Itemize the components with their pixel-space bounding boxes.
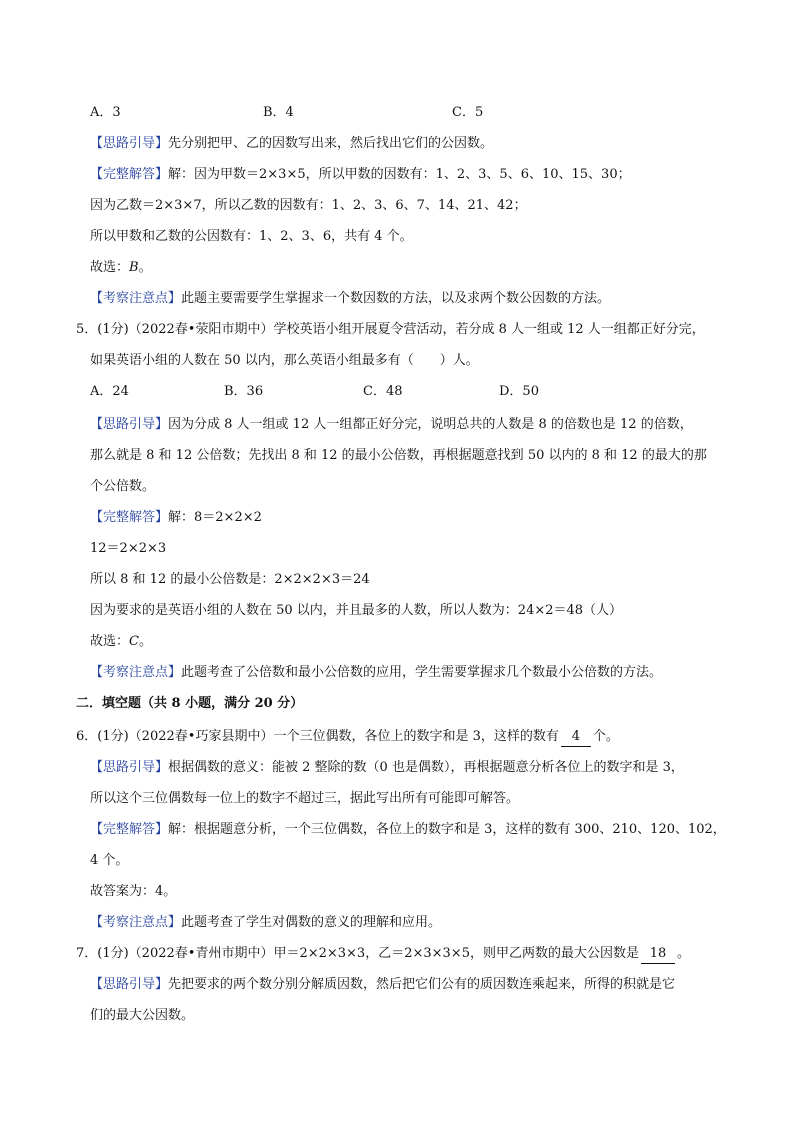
- hint-tag: 【思路引导】: [90, 977, 169, 992]
- q6-answer-line-2: 4 个。: [90, 853, 129, 868]
- q5-answer-line-3: 所以 8 和 12 的最小公倍数是：2×2×2×3＝24: [90, 572, 370, 587]
- q5-note: [90, 664, 662, 682]
- q6-note: [90, 914, 441, 932]
- q5-answer-line-2: 12＝2×2×3: [90, 541, 167, 556]
- q4-answer-text-1: 解：因为甲数＝2×3×5，所以甲数的因数有：1、2、3、5、6、10、15、30；: [168, 167, 631, 182]
- q6-stem-suffix: 个。: [592, 729, 619, 744]
- answer-tag: 【完整解答】: [90, 167, 169, 182]
- q7-stem-suffix: 。: [676, 946, 690, 961]
- choose-value: B: [129, 260, 139, 275]
- q6-hint-line-2: 所以这个三位偶数每一位上的数字不超过三，据此写出所有可能即可解答。: [90, 791, 520, 806]
- q5-hint-line-3: 个公倍数。: [90, 479, 156, 494]
- hint-tag: 【思路引导】: [90, 417, 169, 432]
- q4-answer-line-1: [90, 166, 631, 184]
- q5-answer-text-1: 解：8＝2×2×2: [168, 510, 262, 525]
- q6-answer-line-1: [90, 821, 726, 839]
- q5-choose: [90, 633, 152, 651]
- q5-answer-line-1: [90, 509, 262, 527]
- answer-tag: 【完整解答】: [90, 510, 169, 525]
- q7-stem: [76, 945, 690, 964]
- q7-hint-text-1: 先把要求的两个数分别分解质因数，然后把它们公有的质因数连乘起来，所得的积就是它: [168, 977, 676, 992]
- q5-option-b: B．36: [224, 384, 264, 399]
- q4-option-c: C．5: [452, 105, 484, 120]
- q4-option-b: B．4: [263, 105, 294, 120]
- q7-answer-blank: 18: [641, 945, 675, 964]
- note-tag: 【考察注意点】: [90, 915, 182, 930]
- q4-note: [90, 290, 610, 308]
- note-tag: 【考察注意点】: [90, 291, 182, 306]
- q4-choose: [90, 259, 152, 277]
- q5-answer-line-4: 因为要求的是英语小组的人数在 50 以内，并且最多的人数，所以人数为：24×2＝48（人）: [90, 603, 623, 618]
- q6-note-text: 此题考查了学生对偶数的意义的理解和应用。: [181, 915, 442, 930]
- q5-option-d: D．50: [499, 384, 539, 399]
- note-tag: 【考察注意点】: [90, 665, 182, 680]
- choose-value: C: [129, 634, 139, 649]
- q6-answer-blank: 4: [561, 728, 591, 747]
- q7-hint-line-1: [90, 976, 675, 994]
- section-heading: 二．填空题（共 8 小题，满分 20 分）: [76, 696, 304, 711]
- q7-hint-line-2: 们的最大公因数。: [90, 1008, 195, 1023]
- q5-option-c: C．48: [363, 384, 403, 399]
- choose-suffix: 。: [138, 634, 152, 649]
- q5-note-text: 此题考查了公倍数和最小公倍数的应用，学生需要掌握求几个数最小公倍数的方法。: [181, 665, 663, 680]
- q4-answer-line-3: 所以甲数和乙数的公因数有：1、2、3、6，共有 4 个。: [90, 229, 413, 244]
- q6-stem: [76, 728, 619, 747]
- q5-hint-text-1: 因为分成 8 人一组或 12 人一组都正好分完，说明总共的人数是 8 的倍数也是 12 的倍数，: [168, 417, 693, 432]
- answer-tag: 【完整解答】: [90, 822, 169, 837]
- choose-suffix: 。: [138, 260, 152, 275]
- q6-hint-line-1: [90, 759, 684, 777]
- q4-option-a: A．3: [90, 105, 121, 120]
- q5-stem-line-1: 5．(1分)（2022春•荥阳市期中）学校英语小组开展夏令营活动，若分成 8 人一组或 12 人一组都正好分完，: [76, 322, 705, 337]
- q4-note-text: 此题主要需要学生掌握求一个数因数的方法，以及求两个数公因数的方法。: [181, 291, 611, 306]
- hint-tag: 【思路引导】: [90, 136, 169, 151]
- q4-hint: [90, 135, 493, 153]
- q7-stem-prefix: 7．(1分)（2022春•青州市期中）甲＝2×2×3×3，乙＝2×3×3×5，则甲乙两数的最大公因数是: [76, 946, 639, 961]
- q5-stem-line-2: 如果英语小组的人数在 50 以内，那么英语小组最多有（ ）人。: [90, 353, 479, 368]
- q6-answer-text-1: 解：根据题意分析，一个三位偶数，各位上的数字和是 3，这样的数有 300、210、120、102，: [168, 822, 726, 837]
- q6-stem-prefix: 6．(1分)（2022春•巧家县期中）一个三位偶数，各位上的数字和是 3，这样的数有: [76, 729, 559, 744]
- q4-answer-line-2: 因为乙数＝2×3×7，所以乙数的因数有：1、2、3、6、7、14、21、42；: [90, 198, 527, 213]
- q5-hint-line-2: 那么就是 8 和 12 公倍数；先找出 8 和 12 的最小公倍数，再根据题意找到 50 以内的 8 和 12 的最大的那: [90, 448, 707, 463]
- choose-prefix: 故选：: [90, 260, 130, 275]
- q5-option-a: A．24: [90, 384, 129, 399]
- q4-hint-text: 先分别把甲、乙的因数写出来，然后找出它们的公因数。: [168, 136, 494, 151]
- hint-tag: 【思路引导】: [90, 760, 169, 775]
- q6-hint-text-1: 根据偶数的意义：能被 2 整除的数（0 也是偶数），再根据题意分析各位上的数字和是 3，: [168, 760, 684, 775]
- choose-prefix: 故选：: [90, 634, 130, 649]
- q5-hint-line-1: [90, 416, 693, 434]
- q6-final: 故答案为：4。: [90, 884, 177, 899]
